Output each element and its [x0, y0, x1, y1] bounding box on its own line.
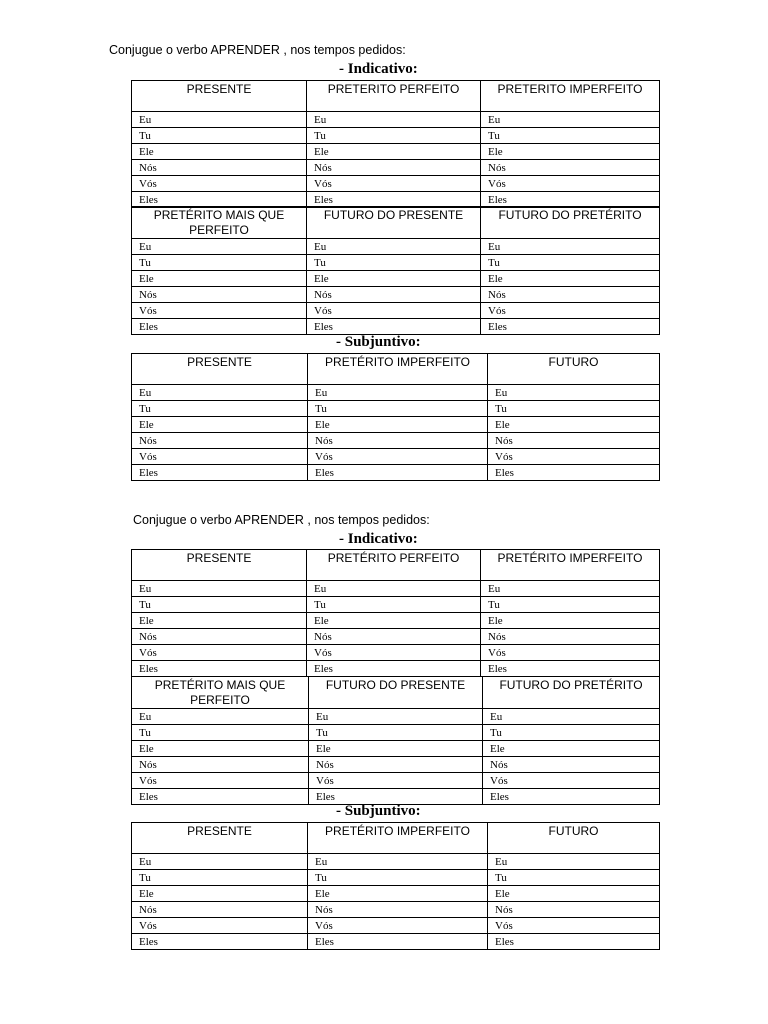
table-row — [132, 854, 660, 870]
pronoun-cell[interactable]: Vós — [132, 645, 307, 661]
pronoun-cell[interactable]: Ele — [132, 271, 307, 287]
pronoun-cell[interactable]: Ele — [132, 741, 309, 757]
table-row — [132, 661, 660, 677]
indicativo-table-2 — [131, 206, 660, 335]
pronoun-cell[interactable]: Vós — [481, 645, 660, 661]
column-header: PRETÉRITO IMPERFEITO — [308, 823, 488, 854]
pronoun-cell[interactable]: Nós — [309, 757, 483, 773]
column-header: PRESENTE — [132, 823, 308, 854]
table-row — [132, 629, 660, 645]
pronoun-cell[interactable]: Eles — [308, 934, 488, 950]
table-row — [132, 902, 660, 918]
pronoun-cell[interactable]: Nós — [132, 160, 307, 176]
table-row — [132, 319, 660, 335]
table-row — [132, 255, 660, 271]
pronoun-cell[interactable]: Ele — [483, 741, 660, 757]
pronoun-cell[interactable]: Eu — [307, 112, 481, 128]
pronoun-cell[interactable]: Ele — [132, 613, 307, 629]
table-row — [132, 465, 660, 481]
instruction-text: Conjugue o verbo APRENDER , nos tempos pedidos: — [109, 43, 406, 57]
pronoun-cell[interactable]: Tu — [307, 597, 481, 613]
pronoun-cell[interactable]: Nós — [132, 757, 309, 773]
pronoun-cell[interactable]: Eu — [488, 854, 660, 870]
table-row — [132, 741, 660, 757]
pronoun-cell[interactable]: Tu — [307, 255, 481, 271]
pronoun-cell[interactable]: Vós — [132, 303, 307, 319]
table-row — [132, 160, 660, 176]
pronoun-cell[interactable]: Vós — [488, 918, 660, 934]
pronoun-cell[interactable]: Nós — [481, 629, 660, 645]
subjuntivo-table — [131, 822, 660, 950]
instruction-text: Conjugue o verbo APRENDER , nos tempos pedidos: — [133, 513, 430, 527]
table-row — [132, 112, 660, 128]
pronoun-cell[interactable]: Eles — [488, 934, 660, 950]
pronoun-cell[interactable]: Tu — [132, 597, 307, 613]
pronoun-cell[interactable]: Vós — [483, 773, 660, 789]
pronoun-cell[interactable]: Nós — [307, 629, 481, 645]
table-row — [132, 271, 660, 287]
pronoun-cell[interactable]: Ele — [132, 886, 308, 902]
pronoun-cell[interactable]: Eu — [483, 709, 660, 725]
pronoun-cell[interactable]: Ele — [309, 741, 483, 757]
pronoun-cell[interactable]: Nós — [132, 287, 307, 303]
pronoun-cell[interactable]: Eles — [132, 319, 307, 335]
table-header-row — [132, 823, 660, 854]
table-row — [132, 401, 660, 417]
pronoun-cell[interactable]: Ele — [481, 613, 660, 629]
pronoun-cell[interactable]: Tu — [132, 255, 307, 271]
pronoun-cell[interactable]: Eles — [132, 192, 307, 208]
pronoun-cell[interactable]: Eu — [308, 854, 488, 870]
pronoun-cell[interactable]: Tu — [307, 128, 481, 144]
pronoun-cell[interactable]: Vós — [308, 918, 488, 934]
pronoun-cell[interactable]: Eles — [307, 319, 481, 335]
pronoun-cell[interactable]: Eles — [307, 192, 481, 208]
column-header: PRETÉRITO IMPERFEITO — [481, 550, 660, 581]
pronoun-cell[interactable]: Eles — [481, 192, 660, 208]
table-header-row — [132, 550, 660, 581]
pronoun-cell[interactable]: Eles — [308, 465, 488, 481]
pronoun-cell[interactable]: Ele — [132, 144, 307, 160]
pronoun-cell[interactable]: Eu — [308, 385, 488, 401]
table-header-row — [132, 677, 660, 709]
pronoun-cell[interactable]: Tu — [132, 401, 308, 417]
pronoun-cell[interactable]: Nós — [307, 287, 481, 303]
column-header: FUTURO — [488, 823, 660, 854]
pronoun-cell[interactable]: Tu — [488, 870, 660, 886]
pronoun-cell[interactable]: Tu — [132, 725, 309, 741]
pronoun-cell[interactable]: Eu — [307, 581, 481, 597]
table-row — [132, 886, 660, 902]
table-row — [132, 918, 660, 934]
pronoun-cell[interactable]: Ele — [481, 144, 660, 160]
pronoun-cell[interactable]: Eu — [132, 385, 308, 401]
table-row — [132, 449, 660, 465]
pronoun-cell[interactable]: Nós — [483, 757, 660, 773]
table-header-row — [132, 207, 660, 239]
pronoun-cell[interactable]: Ele — [488, 886, 660, 902]
table-header-row — [132, 354, 660, 385]
column-header: PRESENTE — [132, 354, 308, 385]
pronoun-cell[interactable]: Vós — [481, 303, 660, 319]
indicativo-table-1 — [131, 80, 660, 208]
pronoun-cell[interactable]: Tu — [481, 128, 660, 144]
pronoun-cell[interactable]: Eu — [132, 854, 308, 870]
table-row — [132, 597, 660, 613]
pronoun-cell[interactable]: Tu — [481, 597, 660, 613]
pronoun-cell[interactable]: Vós — [132, 918, 308, 934]
pronoun-cell[interactable]: Eles — [488, 465, 660, 481]
pronoun-cell[interactable]: Nós — [481, 160, 660, 176]
table-row — [132, 934, 660, 950]
pronoun-cell[interactable]: Tu — [481, 255, 660, 271]
column-header: FUTURO DO PRESENTE — [307, 207, 481, 239]
table-header-row — [132, 81, 660, 112]
pronoun-cell[interactable]: Vós — [308, 449, 488, 465]
table-row — [132, 725, 660, 741]
table-row — [132, 239, 660, 255]
pronoun-cell[interactable]: Eles — [132, 661, 307, 677]
pronoun-cell[interactable]: Eu — [132, 239, 307, 255]
pronoun-cell[interactable]: Vós — [481, 176, 660, 192]
table-row — [132, 870, 660, 886]
pronoun-cell[interactable]: Eles — [307, 661, 481, 677]
pronoun-cell[interactable]: Ele — [307, 271, 481, 287]
pronoun-cell[interactable]: Eu — [132, 112, 307, 128]
table-row — [132, 773, 660, 789]
pronoun-cell[interactable]: Ele — [481, 271, 660, 287]
pronoun-cell[interactable]: Tu — [488, 401, 660, 417]
table-row — [132, 144, 660, 160]
subjuntivo-table — [131, 353, 660, 481]
pronoun-cell[interactable]: Nós — [307, 160, 481, 176]
table-row — [132, 581, 660, 597]
table-row — [132, 303, 660, 319]
pronoun-cell[interactable]: Nós — [132, 629, 307, 645]
pronoun-cell[interactable]: Tu — [132, 128, 307, 144]
pronoun-cell[interactable]: Eu — [132, 581, 307, 597]
table-row — [132, 176, 660, 192]
indicativo-heading: - Indicativo: — [339, 531, 418, 547]
pronoun-cell[interactable]: Eu — [307, 239, 481, 255]
column-header: PRETERITO PERFEITO — [307, 81, 481, 112]
table-row — [132, 417, 660, 433]
table-row — [132, 757, 660, 773]
subjuntivo-heading: - Subjuntivo: — [336, 334, 421, 350]
pronoun-cell[interactable]: Eles — [132, 789, 309, 805]
pronoun-cell[interactable]: Ele — [308, 417, 488, 433]
column-header: PRETÉRITO MAIS QUE PERFEITO — [132, 677, 309, 709]
column-header: FUTURO DO PRESENTE — [309, 677, 483, 709]
pronoun-cell[interactable]: Nós — [132, 902, 308, 918]
pronoun-cell[interactable]: Vós — [309, 773, 483, 789]
pronoun-cell[interactable]: Ele — [307, 613, 481, 629]
pronoun-cell[interactable]: Eu — [481, 581, 660, 597]
column-header: PRETÉRITO MAIS QUE PERFEITO — [132, 207, 307, 239]
indicativo-heading: - Indicativo: — [339, 61, 418, 77]
pronoun-cell[interactable]: Tu — [132, 870, 308, 886]
table-row — [132, 709, 660, 725]
column-header: PRETERITO IMPERFEITO — [481, 81, 660, 112]
pronoun-cell[interactable]: Nós — [132, 433, 308, 449]
indicativo-table-1 — [131, 549, 660, 677]
table-row — [132, 613, 660, 629]
pronoun-cell[interactable]: Nós — [308, 902, 488, 918]
pronoun-cell[interactable]: Ele — [307, 144, 481, 160]
pronoun-cell[interactable]: Tu — [308, 870, 488, 886]
pronoun-cell[interactable]: Vós — [307, 303, 481, 319]
table-row — [132, 645, 660, 661]
pronoun-cell[interactable]: Ele — [308, 886, 488, 902]
pronoun-cell[interactable]: Nós — [488, 433, 660, 449]
pronoun-cell[interactable]: Vós — [488, 449, 660, 465]
table-row — [132, 287, 660, 303]
subjuntivo-heading: - Subjuntivo: — [336, 803, 421, 819]
table-row — [132, 385, 660, 401]
pronoun-cell[interactable]: Tu — [483, 725, 660, 741]
pronoun-cell[interactable]: Eles — [481, 319, 660, 335]
column-header: PRESENTE — [132, 550, 307, 581]
pronoun-cell[interactable]: Nós — [308, 433, 488, 449]
indicativo-table-2 — [131, 676, 660, 805]
column-header: PRETÉRITO PERFEITO — [307, 550, 481, 581]
pronoun-cell[interactable]: Eles — [483, 789, 660, 805]
pronoun-cell[interactable]: Eu — [481, 112, 660, 128]
pronoun-cell[interactable]: Eu — [309, 709, 483, 725]
pronoun-cell[interactable]: Eles — [481, 661, 660, 677]
pronoun-cell[interactable]: Eles — [132, 934, 308, 950]
pronoun-cell[interactable]: Ele — [132, 417, 308, 433]
pronoun-cell[interactable]: Tu — [308, 401, 488, 417]
column-header: PRESENTE — [132, 81, 307, 112]
table-row — [132, 433, 660, 449]
pronoun-cell[interactable]: Vós — [132, 449, 308, 465]
pronoun-cell[interactable]: Vós — [307, 645, 481, 661]
pronoun-cell[interactable]: Nós — [481, 287, 660, 303]
pronoun-cell[interactable]: Ele — [488, 417, 660, 433]
column-header: FUTURO DO PRETÉRITO — [481, 207, 660, 239]
table-row — [132, 128, 660, 144]
pronoun-cell[interactable]: Eles — [132, 465, 308, 481]
column-header: FUTURO — [488, 354, 660, 385]
pronoun-cell[interactable]: Vós — [307, 176, 481, 192]
pronoun-cell[interactable]: Eu — [488, 385, 660, 401]
pronoun-cell[interactable]: Eles — [309, 789, 483, 805]
pronoun-cell[interactable]: Vós — [132, 773, 309, 789]
pronoun-cell[interactable]: Vós — [132, 176, 307, 192]
pronoun-cell[interactable]: Eu — [132, 709, 309, 725]
pronoun-cell[interactable]: Eu — [481, 239, 660, 255]
column-header: PRETÉRITO IMPERFEITO — [308, 354, 488, 385]
column-header: FUTURO DO PRETÉRITO — [483, 677, 660, 709]
pronoun-cell[interactable]: Nós — [488, 902, 660, 918]
pronoun-cell[interactable]: Tu — [309, 725, 483, 741]
